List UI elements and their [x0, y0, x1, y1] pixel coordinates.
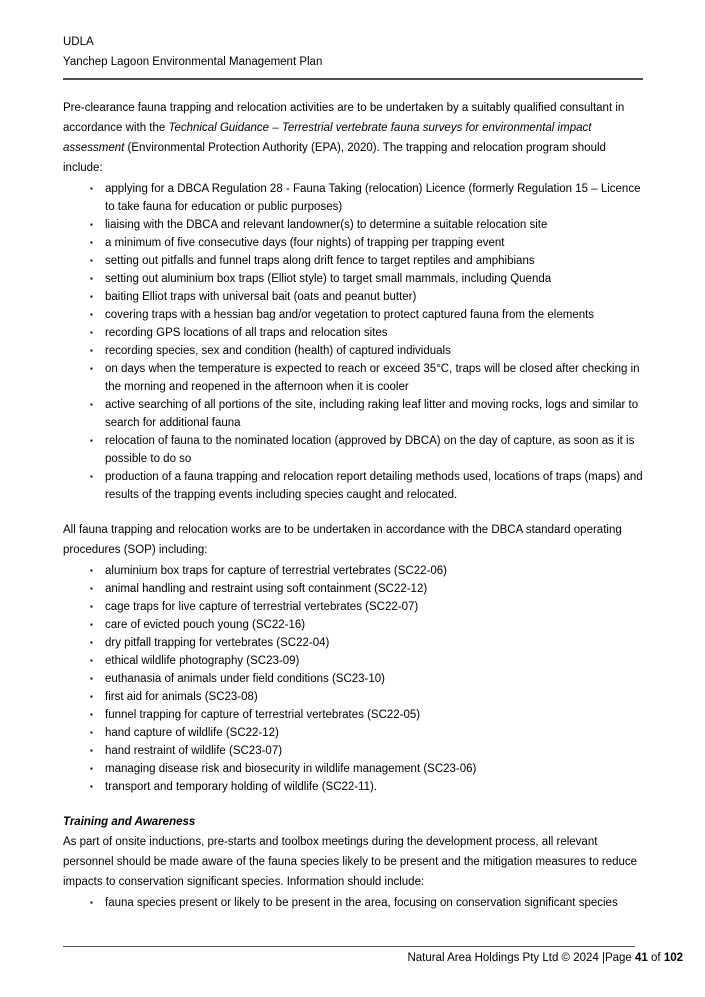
- bullet-square-icon: ▪: [90, 674, 93, 683]
- total-pages: 102: [663, 952, 683, 964]
- trapping-program-list: [63, 180, 643, 504]
- list-item: [63, 396, 643, 432]
- list-item-text: hand restraint of wildlife (SC23-07): [105, 745, 283, 757]
- list-item: [63, 468, 643, 504]
- list-item: [63, 288, 643, 306]
- list-item: [63, 724, 643, 742]
- bullet-square-icon: ▪: [90, 292, 93, 301]
- bullet-square-icon: ▪: [90, 656, 93, 665]
- list-item-text: a minimum of five consecutive days (four nights) of trapping per trapping event: [105, 237, 505, 249]
- bullet-square-icon: ▪: [90, 238, 93, 247]
- training-awareness-heading: Training and Awareness: [63, 816, 196, 828]
- page-number: 41: [635, 952, 648, 964]
- bullet-square-icon: ▪: [90, 764, 93, 773]
- list-item-text: animal handling and restraint using soft containment (SC22-12): [105, 583, 428, 595]
- sop-list: [63, 562, 643, 796]
- header-company: UDLA: [63, 36, 94, 48]
- list-item-text: relocation of fauna to the nominated location (approved by DBCA) on the day of capture, as soon as it is possible to do so: [105, 435, 635, 465]
- bullet-square-icon: ▪: [90, 184, 93, 193]
- bullet-square-icon: ▪: [90, 566, 93, 575]
- intro-text-after: (Environmental Protection Authority (EPA), 2020). The trapping and relocation program should include:: [63, 142, 606, 174]
- list-item-text: managing disease risk and biosecurity in wildlife management (SC23-06): [105, 763, 477, 775]
- list-item: [63, 432, 643, 468]
- list-item-text: transport and temporary holding of wildlife (SC22-11).: [105, 781, 378, 793]
- list-item-text: ethical wildlife photography (SC23-09): [105, 655, 300, 667]
- list-item: [63, 670, 643, 688]
- list-item: [63, 580, 643, 598]
- bullet-square-icon: ▪: [90, 346, 93, 355]
- bullet-square-icon: ▪: [90, 728, 93, 737]
- list-item: [63, 760, 643, 778]
- list-item-text: active searching of all portions of the site, including raking leaf litter and moving rocks, logs and similar to search for additional fauna: [105, 399, 639, 429]
- sop-paragraph: All fauna trapping and relocation works are to be undertaken in accordance with the DBCA standard operating procedures (SOP) including:: [63, 524, 622, 556]
- intro-paragraph: [63, 98, 643, 178]
- list-item-text: setting out aluminium box traps (Elliot style) to target small mammals, including Quenda: [105, 273, 552, 285]
- intro-text-before: Pre-clearance fauna trapping and relocation activities are to be undertaken by a suitably qualified consultant in accordance with the: [63, 102, 625, 134]
- list-item-text: hand capture of wildlife (SC22-12): [105, 727, 279, 739]
- bullet-square-icon: ▪: [90, 782, 93, 791]
- list-item-text: baiting Elliot traps with universal bait (oats and peanut butter): [105, 291, 417, 303]
- footer-copyright: Natural Area Holdings Pty Ltd © 2024 |Page: [407, 952, 636, 964]
- bullet-square-icon: ▪: [90, 746, 93, 755]
- list-item-text: recording species, sex and condition (health) of captured individuals: [105, 345, 451, 357]
- list-item: [63, 742, 643, 760]
- list-item: [63, 706, 643, 724]
- bullet-square-icon: ▪: [90, 710, 93, 719]
- list-item: [63, 252, 643, 270]
- list-item: [63, 616, 643, 634]
- list-item-text: care of evicted pouch young (SC22-16): [105, 619, 306, 631]
- bullet-square-icon: ▪: [90, 220, 93, 229]
- page-header: [63, 32, 643, 80]
- bullet-square-icon: ▪: [90, 274, 93, 283]
- list-item: [63, 894, 643, 912]
- bullet-square-icon: ▪: [90, 256, 93, 265]
- list-item: [63, 688, 643, 706]
- list-item-text: recording GPS locations of all traps and relocation sites: [105, 327, 388, 339]
- page-footer: [63, 946, 683, 967]
- list-item: [63, 598, 643, 616]
- document-body: [63, 80, 643, 912]
- bullet-square-icon: ▪: [90, 400, 93, 409]
- list-item-text: fauna species present or likely to be present in the area, focusing on conservation significant species: [105, 897, 618, 909]
- list-item: [63, 306, 643, 324]
- list-item-text: production of a fauna trapping and relocation report detailing methods used, locations of traps (maps) and results of the trapping events including species caught and relocated.: [105, 471, 643, 501]
- list-item-text: first aid for animals (SC23-08): [105, 691, 258, 703]
- bullet-square-icon: ▪: [90, 436, 93, 445]
- list-item-text: euthanasia of animals under field conditions (SC23-10): [105, 673, 385, 685]
- bullet-square-icon: ▪: [90, 692, 93, 701]
- list-item: [63, 234, 643, 252]
- list-item: [63, 324, 643, 342]
- list-item: [63, 216, 643, 234]
- training-list: [63, 894, 643, 912]
- footer-text: [63, 947, 683, 967]
- bullet-square-icon: ▪: [90, 310, 93, 319]
- list-item-text: applying for a DBCA Regulation 28 - Fauna Taking (relocation) Licence (formerly Regulation 15 – Licence to take fauna for education or public purposes): [105, 183, 641, 213]
- list-item: [63, 652, 643, 670]
- bullet-square-icon: ▪: [90, 638, 93, 647]
- list-item: [63, 270, 643, 288]
- list-item-text: covering traps with a hessian bag and/or vegetation to protect captured fauna from the elements: [105, 309, 595, 321]
- list-item-text: cage traps for live capture of terrestrial vertebrates (SC22-07): [105, 601, 419, 613]
- list-item-text: setting out pitfalls and funnel traps along drift fence to target reptiles and amphibians: [105, 255, 535, 267]
- header-document-title: Yanchep Lagoon Environmental Management Plan: [63, 56, 323, 68]
- bullet-square-icon: ▪: [90, 364, 93, 373]
- list-item: [63, 634, 643, 652]
- intro-italic-citation: Technical Guidance – Terrestrial vertebrate fauna surveys for environmental impact assessment: [63, 122, 592, 154]
- footer-of-text: of: [647, 952, 664, 964]
- training-paragraph: As part of onsite inductions, pre-starts and toolbox meetings during the development process, all relevant personnel should be made aware of the fauna species likely to be present and the mitigation measures to reduce impacts to conservation significant species. Information should include:: [63, 836, 638, 888]
- list-item-text: aluminium box traps for capture of terrestrial vertebrates (SC22-06): [105, 565, 447, 577]
- bullet-square-icon: ▪: [90, 328, 93, 337]
- list-item: [63, 562, 643, 580]
- list-item-text: liaising with the DBCA and relevant landowner(s) to determine a suitable relocation site: [105, 219, 548, 231]
- list-item-text: funnel trapping for capture of terrestrial vertebrates (SC22-05): [105, 709, 421, 721]
- list-item: [63, 778, 643, 796]
- list-item-text: on days when the temperature is expected to reach or exceed 35°C, traps will be closed after checking in the morning and reopened in the afternoon when it is cooler: [105, 363, 640, 393]
- list-item: [63, 360, 643, 396]
- page-whitespace: [63, 912, 643, 946]
- bullet-square-icon: ▪: [90, 620, 93, 629]
- list-item: [63, 180, 643, 216]
- bullet-square-icon: ▪: [90, 584, 93, 593]
- list-item-text: dry pitfall trapping for vertebrates (SC22-04): [105, 637, 330, 649]
- list-item: [63, 342, 643, 360]
- bullet-square-icon: ▪: [90, 602, 93, 611]
- bullet-square-icon: ▪: [90, 472, 93, 481]
- bullet-square-icon: ▪: [90, 898, 93, 907]
